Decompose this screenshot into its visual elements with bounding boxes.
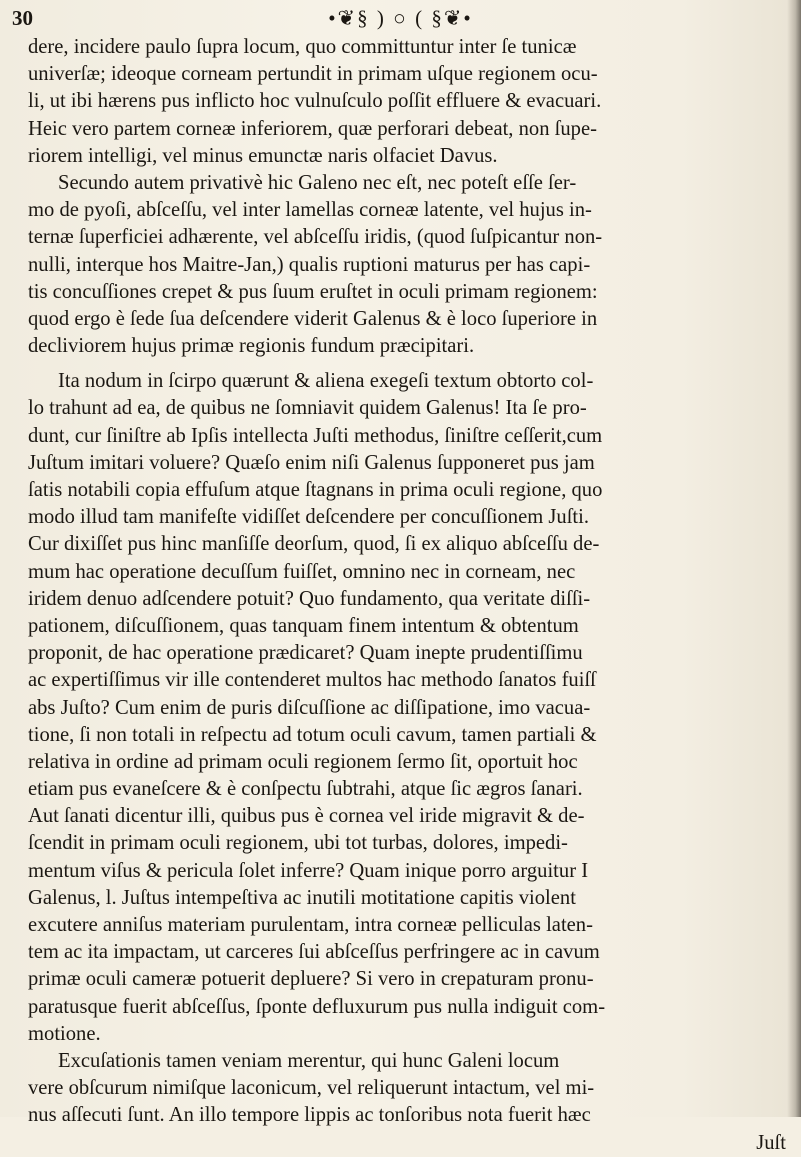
- page-header: [0, 6, 801, 36]
- text-line: li, ut ibi hærens pus inflicto hoc vulnuſculo poſſit effluere & evacuari.: [28, 90, 602, 113]
- text-line: Aut ſanati dicentur illi, quibus pus è cornea vel iride migravit & de-: [28, 805, 585, 828]
- text-line: Ita nodum in ſcirpo quærunt & aliena exegeſi textum obtorto col-: [58, 370, 594, 393]
- text-line: proponit, de hac operatione prædicaret? Quam inepte prudentiſſimu: [28, 642, 583, 665]
- text-line: vere obſcurum nimiſque laconicum, vel reliquerunt intactum, vel mi-: [28, 1077, 595, 1100]
- text-line: abs Juſto? Cum enim de puris diſcuſſione ac diſſipatione, imo vacua-: [28, 696, 591, 719]
- text-line: Secundo autem privativè hic Galeno nec eſt, nec poteſt eſſe ſer-: [58, 171, 577, 194]
- catchword: Juſt: [756, 1131, 786, 1154]
- text-line: excutere anniſus materiam purulentam, intra corneæ pelliculas laten-: [28, 914, 593, 936]
- text-line: Cur dixiſſet pus hinc manſiſſe deorſum, quod, ſi ex aliquo abſceſſu de-: [28, 533, 600, 556]
- binding-shadow: [787, 0, 801, 1117]
- body-text: [28, 34, 792, 1157]
- text-line: univerſæ; ideoque corneam pertundit in primam uſque regionem ocu-: [28, 63, 598, 86]
- text-line: ſatis notabili copia effuſum atque ſtagnans in prima oculi regione, quo: [28, 479, 603, 501]
- text-line: ſcendit in primam oculi regionem, ubi tot turbas, dolores, impedi-: [28, 832, 568, 855]
- text-line: quod ergo è ſede ſua deſcendere viderit Galenus & è loco ſuperiore in: [28, 307, 598, 330]
- text-line: Excuſationis tamen veniam merentur, qui hunc Galeni locum: [58, 1049, 560, 1072]
- text-line: paratusque fuerit abſceſſus, ſponte defluxurum pus nulla indiguit com-: [28, 995, 606, 1018]
- text-line: tem ac ita impactam, ut carceres ſui abſceſſus perfringere ac in cavum: [28, 941, 600, 964]
- text-line: etiam pus evaneſcere & è conſpectu ſubtrahi, atque ſic ægros ſanari.: [28, 778, 583, 801]
- paragraph-gap: [28, 360, 792, 368]
- text-line: Galenus, l. Juſtus intempeſtiva ac inutili motitatione capitis violent: [28, 886, 576, 909]
- text-line: riorem intelligi, vel minus emunctæ naris olfaciet Davus.: [28, 144, 498, 167]
- text-line: relativa in ordine ad primam oculi regionem ſermo ſit, oportuit hoc: [28, 750, 578, 773]
- page-number: 30: [12, 6, 33, 30]
- text-line: motione.: [28, 1022, 101, 1045]
- text-line: mentum viſus & pericula ſolet inferre? Quam inique porro arguitur I: [28, 859, 589, 882]
- text-line: pationem, diſcuſſionem, quas tanquam finem intentum & obtentum: [28, 614, 579, 637]
- text-line: Heic vero partem corneæ inferiorem, quæ perforari debeat, non ſupe-: [28, 117, 597, 140]
- text-line: Juſtum imitari voluere? Quæſo enim niſi Galenus ſupponeret pus jam: [28, 451, 595, 474]
- text-line: primæ oculi cameræ potuerit depluere? Si vero in crepaturam pronu-: [28, 968, 594, 991]
- text-line: tione, ſi non totali in reſpectu ad totum oculi cavum, tamen partiali &: [28, 723, 597, 746]
- text-line: modo illud tam manifeſte vidiſſet deſcendere per concuſſionem Juſti.: [28, 506, 590, 529]
- text-line: mum hac operatione decuſſum fuiſſet, omnino nec in corneam, nec: [28, 560, 576, 583]
- text-line: iridem denuo adſcendere potuit? Quo fundamento, qua veritate diſſi-: [28, 587, 591, 610]
- header-ornament: •❦§ ) ○ ( §❦•: [328, 6, 473, 30]
- text-line: mo de pyoſi, abſceſſu, vel inter lamellas corneæ latente, vel hujus in-: [28, 199, 592, 222]
- text-line: ternæ ſuperficiei adhærente, vel abſceſſu iridis, (quod ſuſpicantur non-: [28, 226, 603, 249]
- text-line: dere, incidere paulo ſupra locum, quo committuntur inter ſe tunicæ: [28, 36, 577, 58]
- text-line: lo trahunt ad ea, de quibus ne ſomniavit quidem Galenus! Ita ſe pro-: [28, 397, 587, 420]
- text-line: nulli, interque hos Maitre-Jan,) qualis ruptioni maturus per has capi-: [28, 253, 591, 276]
- text-line: ac expertiſſimus vir ille contenderet multos hac methodo ſanatos fuiſſ: [28, 669, 596, 692]
- text-line: decliviorem hujus primæ regionis fundum præcipitari.: [28, 335, 475, 358]
- text-line: tis concuſſiones crepet & pus ſuum eruſtet in oculi primam regionem:: [28, 280, 598, 303]
- text-line: nus aſſecuti ſunt. An illo tempore lippis ac tonſoribus nota fuerit hæc: [28, 1104, 591, 1127]
- text-line: dunt, cur ſiniſtre ab Ipſis intellecta Juſti methodus, ſiniſtre ceſſerit,cum: [28, 424, 603, 447]
